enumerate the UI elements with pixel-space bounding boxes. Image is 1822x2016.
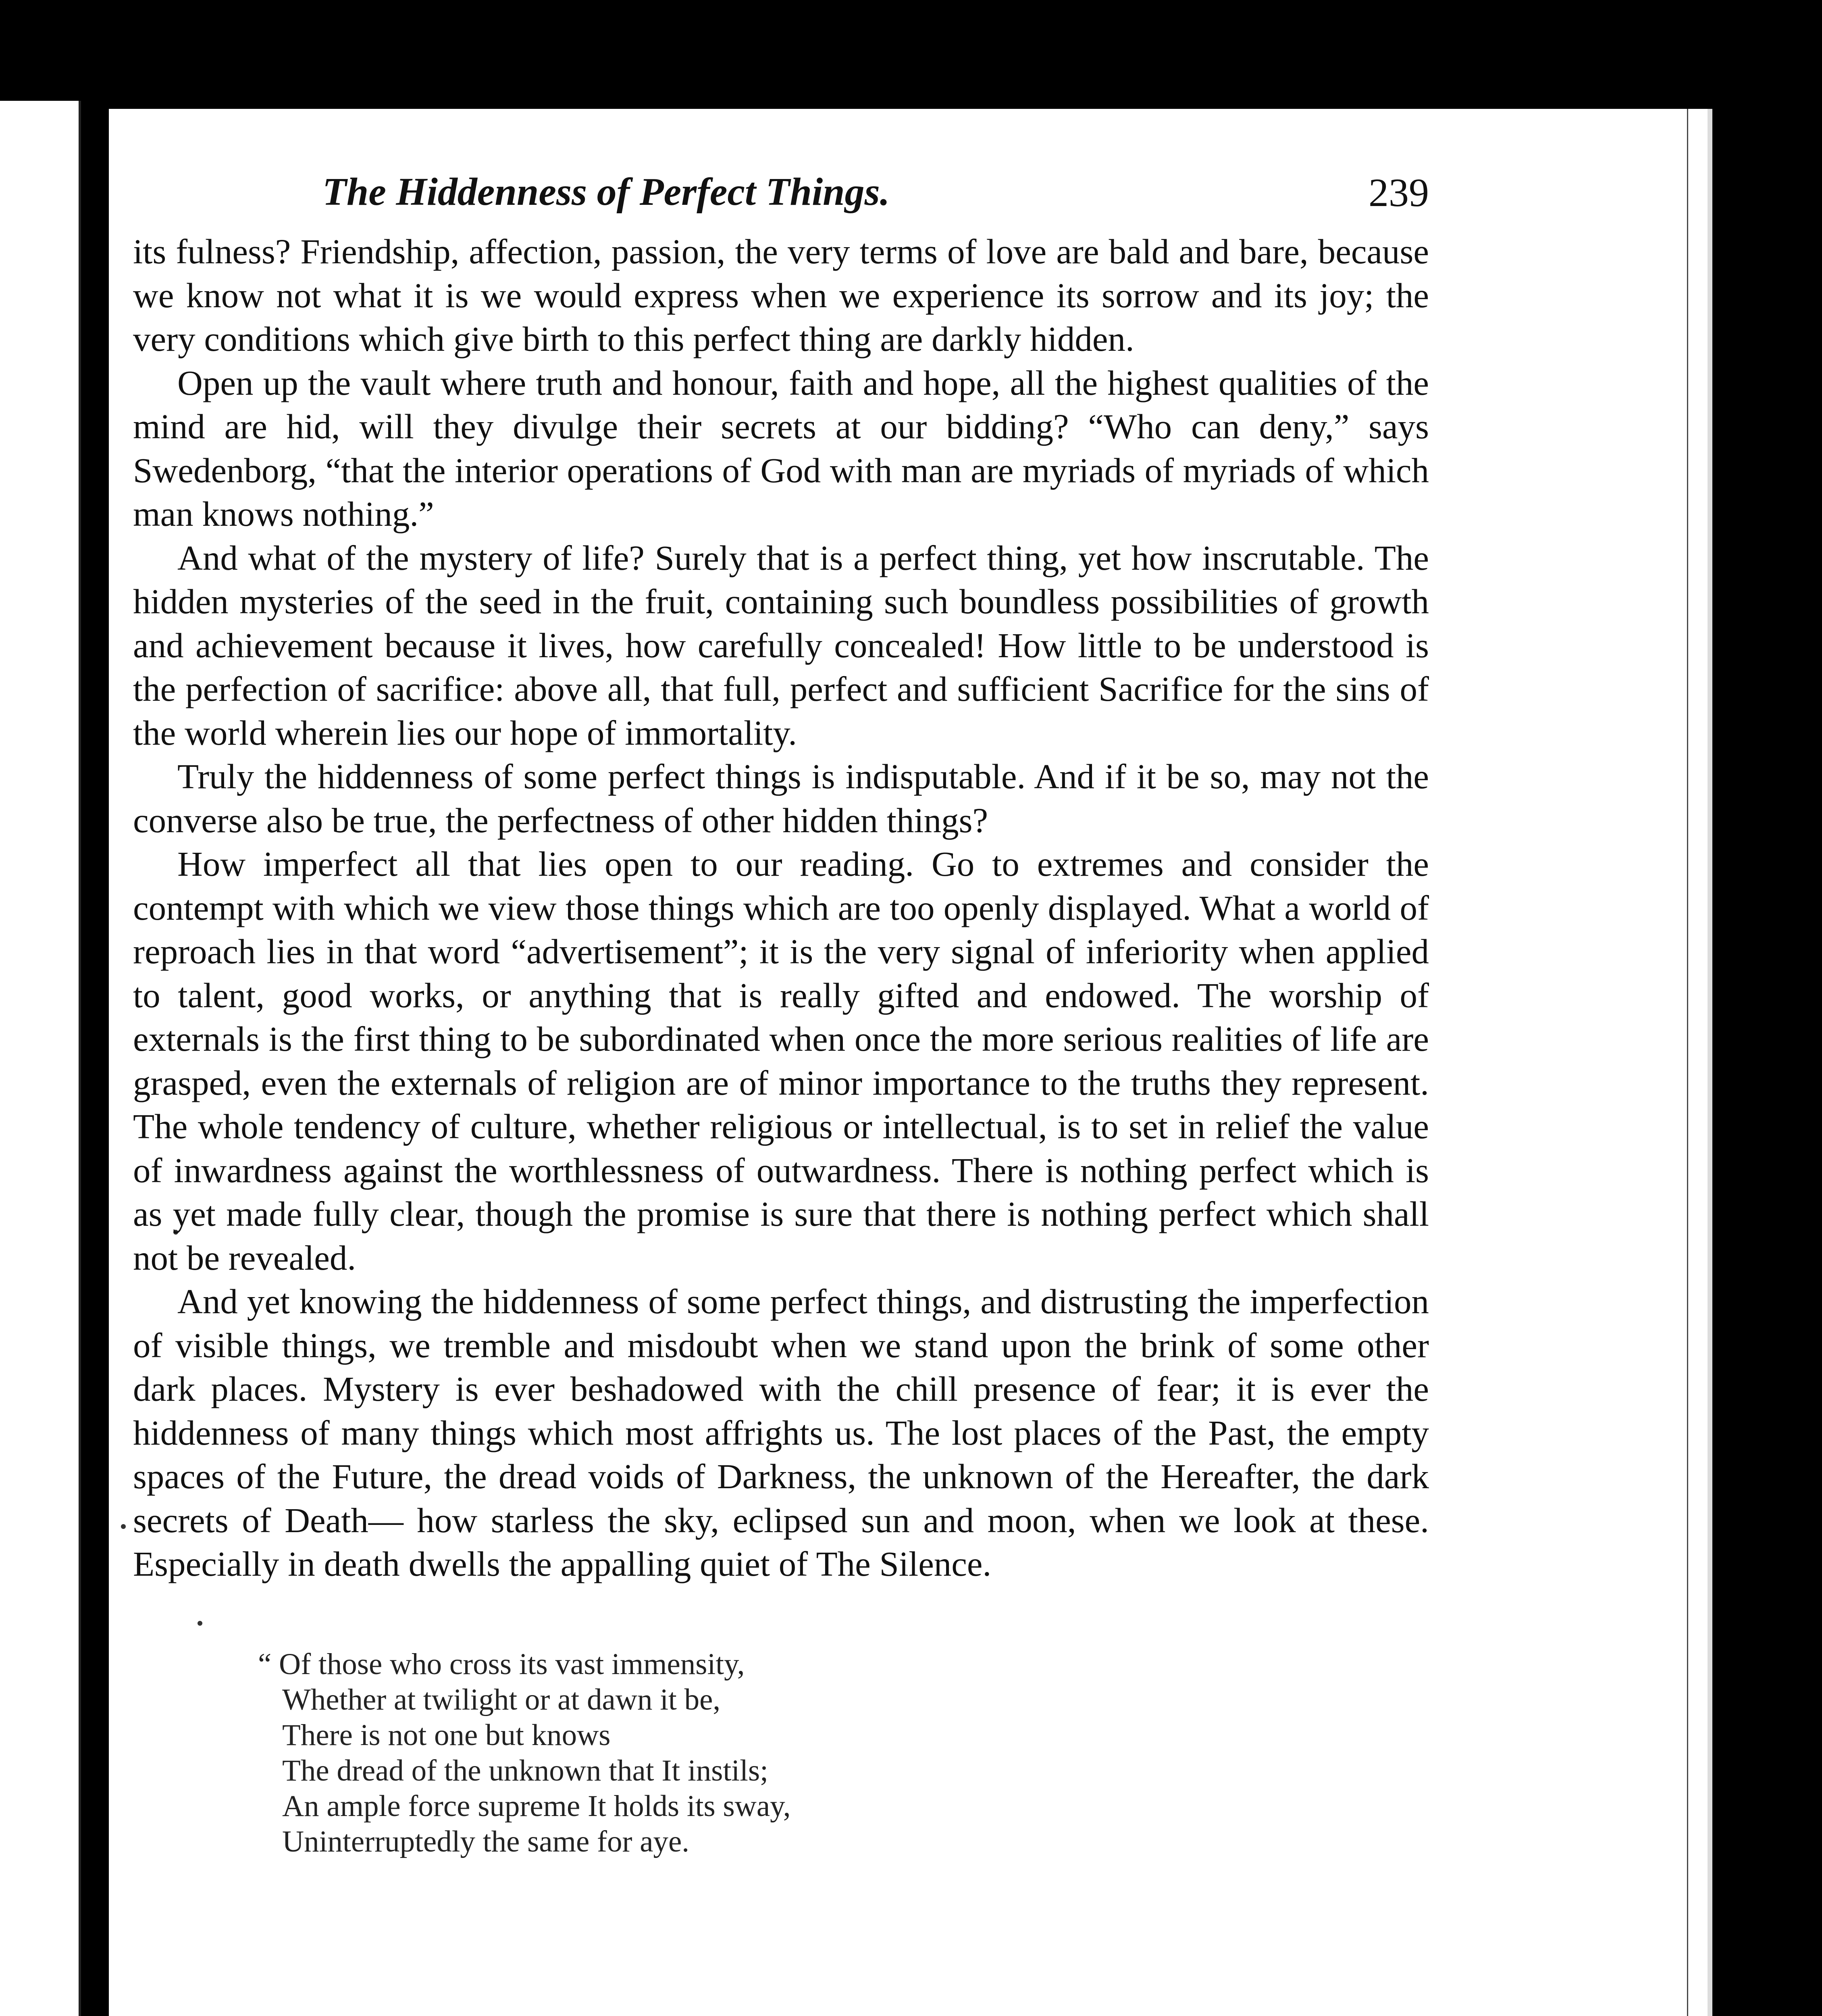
paragraph: Truly the hiddenness of some perfect things is indisputable. And if it be so, may not the converse also be true, the perfectness of other hidden things? bbox=[133, 757, 1429, 840]
running-head bbox=[133, 169, 1429, 230]
paragraph: And yet knowing the hiddenness of some perfect things, and distrusting the imperfection of visible things, we tremble and misdoubt when we stand upon the brink of some other dark places. Mystery is ever beshadowed with the chill presence of fear; it is ever the hiddenness of many things which most affrights us. The lost places of the Past, the empty spaces of the Future, the dread voids of Darkness, the unknown of the Hereafter, the dark secrets of Death— how starless the sky, eclipsed sun and moon, when we look at these. Especially in death dwells the appalling quiet of The Silence. bbox=[133, 1282, 1429, 1583]
page-speck bbox=[121, 1524, 126, 1529]
verse-quotation bbox=[258, 1647, 1429, 1860]
page-fore-edge bbox=[1687, 109, 1712, 2016]
running-title: The Hiddenness of Perfect Things. bbox=[322, 170, 890, 214]
body-text bbox=[133, 230, 1429, 1586]
verse-line: Uninterruptedly the same for aye. bbox=[282, 1824, 690, 1858]
page-content bbox=[133, 169, 1429, 1860]
paragraph: Open up the vault where truth and honour, faith and hope, all the highest qualities of the mind are hid, will they divulge their secrets at our bidding? “Who can deny,” says Swedenborg, “that the interior operations of God with man are myriads of myriads of which man knows nothing.” bbox=[133, 363, 1429, 533]
verse-line: Whether at twilight or at dawn it be, bbox=[282, 1683, 721, 1716]
paragraph: And what of the mystery of life? Surely that is a perfect thing, yet how inscrutable. The hidden mysteries of the seed in the fruit, containing such boundless possibilities of growth and achievement because it lives, how carefully concealed! How little to be understood is the perfection of sacrifice: above all, that full, perfect and sufficient Sacrifice for the sins of the world wherein lies our hope of immortality. bbox=[133, 538, 1429, 752]
page-number: 239 bbox=[1369, 170, 1429, 215]
verse-line: The dread of the unknown that It instils; bbox=[282, 1754, 769, 1787]
verse-line: “ Of those who cross its vast immensity, bbox=[258, 1647, 745, 1681]
verse-line: There is not one but knows bbox=[282, 1718, 611, 1752]
paragraph: its fulness? Friendship, affection, passion, the very terms of love are bald and bare, because we know not what it is we would express when we experience its sorrow and its joy; the very conditions which give birth to this perfect thing are darkly hidden. bbox=[133, 232, 1429, 358]
paragraph: How imperfect all that lies open to our reading. Go to extremes and consider the contempt with which we view those things which are too openly displayed. What a world of reproach lies in that word “advertisement”; it is the very signal of inferiority when applied to talent, good works, or anything that is really gifted and endowed. The worship of externals is the first thing to be subordinated when once the more serious realities of life are grasped, even the externals of religion are of minor importance to the truths they represent. The whole tendency of culture, whether religious or intellectual, is to set in relief the value of inwardness against the worthlessness of outwardness. There is nothing perfect which is as yet made fully clear, though the promise is sure that there is nothing perfect which shall not be revealed. bbox=[133, 844, 1429, 1277]
facing-page-edge bbox=[0, 101, 81, 2016]
verse-line: An ample force supreme It holds its sway, bbox=[282, 1789, 791, 1823]
